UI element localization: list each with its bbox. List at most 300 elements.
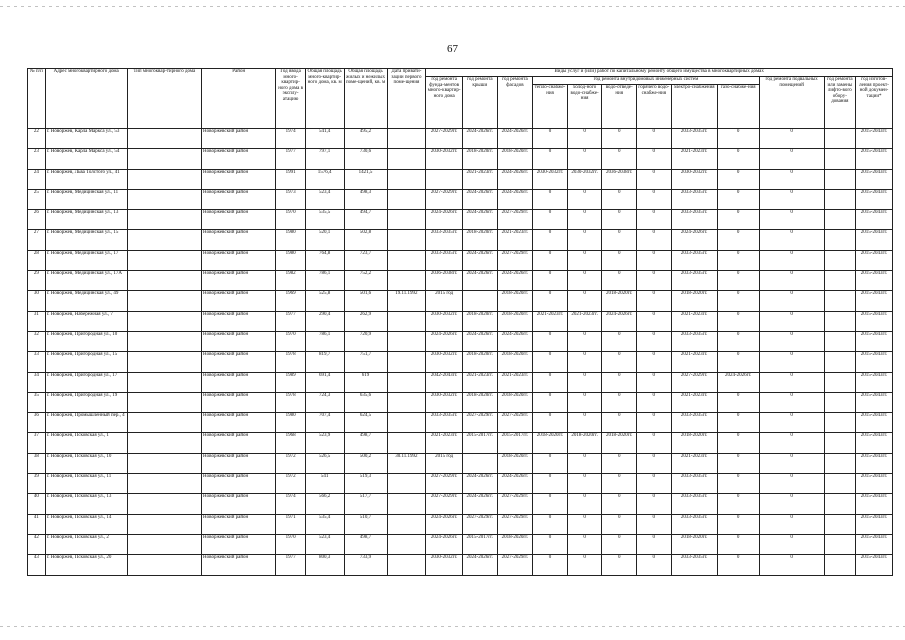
row-num: 33 — [28, 352, 46, 372]
row-type — [127, 555, 201, 575]
row-gas: 0 — [717, 352, 759, 372]
row-hot-water: 0 — [637, 433, 672, 453]
row-foundation: 2033-2035гг. — [426, 230, 463, 250]
row-total-area: 707,4 — [305, 413, 344, 433]
row-priv-date: 30.11.1992 — [387, 453, 426, 473]
row-facade: 2015-2017гг. — [497, 433, 533, 453]
row-elevator — [824, 555, 855, 575]
row-electric: 2033-2035гг. — [671, 494, 717, 514]
row-facade: 2018-2020гг. — [497, 291, 533, 311]
row-heat: 0 — [533, 352, 568, 372]
row-total-area: 764,8 — [305, 250, 344, 270]
row-total-area: 800,3 — [305, 555, 344, 575]
row-drainage: 0 — [602, 149, 637, 169]
row-address: г. Новоржев, Пригородная ул., 10 — [45, 331, 127, 351]
row-total-area: 1576,4 — [305, 169, 344, 189]
row-heat: 2021-2023гг. — [533, 311, 568, 331]
row-district: Новоржевский район — [202, 271, 276, 291]
row-drainage: 0 — [602, 250, 637, 270]
row-priv-date — [387, 534, 426, 554]
row-total-area: 786,1 — [305, 331, 344, 351]
table-body — [28, 129, 893, 576]
header-gas: газо-снабже-ния — [717, 85, 759, 129]
row-address: г. Новоржев, Медицинская ул., 49 — [45, 291, 127, 311]
table-row — [28, 392, 893, 412]
row-gas: 0 — [717, 250, 759, 270]
row-district: Новоржевский район — [202, 169, 276, 189]
header-electric: электро-снабжения — [671, 85, 717, 129]
row-foundation: 2027-2029гг. — [426, 129, 463, 149]
row-hot-water: 0 — [637, 230, 672, 250]
row-district: Новоржевский район — [202, 149, 276, 169]
row-priv-date — [387, 555, 426, 575]
row-basement: 0 — [759, 210, 824, 230]
row-address: г. Новоржев, Медицинская ул., 11 — [45, 189, 127, 209]
row-electric: 2033-2035гг. — [671, 271, 717, 291]
row-hot-water: 0 — [637, 291, 672, 311]
row-drainage: 0 — [602, 555, 637, 575]
row-living-area: 723,7 — [344, 250, 387, 270]
row-total-area: 525,8 — [305, 291, 344, 311]
row-basement: 0 — [759, 453, 824, 473]
row-gas: 0 — [717, 494, 759, 514]
row-type — [127, 453, 201, 473]
row-heat: 0 — [533, 474, 568, 494]
row-roof: 2021-2023гг. — [462, 169, 497, 189]
row-cold-water: 0 — [567, 291, 602, 311]
row-cold-water: 0 — [567, 189, 602, 209]
row-elevator — [824, 291, 855, 311]
row-priv-date — [387, 271, 426, 291]
row-roof: 2015-2017гг. — [462, 433, 497, 453]
row-drainage: 0 — [602, 189, 637, 209]
row-total-area: 541,4 — [305, 129, 344, 149]
row-priv-date — [387, 169, 426, 189]
row-roof — [462, 453, 497, 473]
row-elevator — [824, 311, 855, 331]
row-cold-water: 2018-2020гг. — [567, 433, 602, 453]
row-electric: 2021-2023гг. — [671, 352, 717, 372]
table-row — [28, 453, 893, 473]
row-gas: 0 — [717, 514, 759, 534]
row-type — [127, 210, 201, 230]
row-num: 39 — [28, 474, 46, 494]
row-living-area: 502,8 — [344, 230, 387, 250]
row-facade: 2027-2029гг. — [497, 514, 533, 534]
row-electric: 2033-2035гг. — [671, 129, 717, 149]
table-row — [28, 331, 893, 351]
row-heat: 0 — [533, 413, 568, 433]
row-roof: 2018-2020гг. — [462, 149, 497, 169]
row-cold-water: 0 — [567, 392, 602, 412]
row-electric: 2018-2020гг. — [671, 534, 717, 554]
row-facade: 2027-2029гг. — [497, 494, 533, 514]
row-type — [127, 250, 201, 270]
row-num: 25 — [28, 189, 46, 209]
row-heat: 0 — [533, 372, 568, 392]
row-drainage: 0 — [602, 352, 637, 372]
row-num: 43 — [28, 555, 46, 575]
row-district: Новоржевский район — [202, 250, 276, 270]
row-living-area: 751,7 — [344, 352, 387, 372]
row-type — [127, 372, 201, 392]
row-living-area: 494,7 — [344, 210, 387, 230]
row-roof: 2024-2026гг. — [462, 250, 497, 270]
table-row — [28, 169, 893, 189]
row-living-area: 498,3 — [344, 189, 387, 209]
row-priv-date — [387, 392, 426, 412]
row-hot-water: 0 — [637, 474, 672, 494]
row-num: 23 — [28, 149, 46, 169]
row-year: 1972 — [276, 474, 305, 494]
row-roof: 2024-2026гг. — [462, 129, 497, 149]
table-row — [28, 555, 893, 575]
row-district: Новоржевский район — [202, 331, 276, 351]
row-hot-water: 0 — [637, 372, 672, 392]
header-drainage: водо-отведе-ния — [602, 85, 637, 129]
row-num: 29 — [28, 271, 46, 291]
row-drainage: 0 — [602, 210, 637, 230]
row-elevator — [824, 129, 855, 149]
capital-repair-table — [27, 68, 893, 576]
row-roof — [462, 291, 497, 311]
row-foundation: 2042-2043гг. — [426, 372, 463, 392]
row-total-area: 523,4 — [305, 534, 344, 554]
row-type — [127, 189, 201, 209]
row-address: г. Новоржев, Медицинская ул., 15 — [45, 230, 127, 250]
table-row — [28, 230, 893, 250]
row-hot-water: 0 — [637, 555, 672, 575]
row-drainage: 0 — [602, 271, 637, 291]
row-type — [127, 352, 201, 372]
row-basement: 0 — [759, 230, 824, 250]
row-num: 35 — [28, 392, 46, 412]
row-cold-water: 0 — [567, 230, 602, 250]
row-num: 42 — [28, 534, 46, 554]
row-cold-water: 0 — [567, 210, 602, 230]
row-drainage: 0 — [602, 129, 637, 149]
header-living-area: Общая площадь жилых и нежилых поме-щений, кв. м — [344, 69, 387, 129]
row-electric: 2033-2035гг. — [671, 210, 717, 230]
row-type — [127, 149, 201, 169]
row-priv-date — [387, 352, 426, 372]
row-foundation: 2024-2026гг. — [426, 514, 463, 534]
row-basement: 0 — [759, 129, 824, 149]
row-priv-date — [387, 494, 426, 514]
row-electric: 2033-2035гг. — [671, 474, 717, 494]
row-cold-water: 0 — [567, 129, 602, 149]
row-num: 32 — [28, 331, 46, 351]
header-heat: тепло-снабже-ния — [533, 85, 568, 129]
row-foundation: 2030-2032гг. — [426, 555, 463, 575]
row-drainage: 0 — [602, 514, 637, 534]
row-address: г. Новоржев, Набережная ул., 7 — [45, 311, 127, 331]
row-gas: 0 — [717, 149, 759, 169]
row-heat: 0 — [533, 271, 568, 291]
header-engineering-group: год ремонта внутридомовых инженерных систем — [533, 77, 759, 85]
row-heat: 0 — [533, 210, 568, 230]
row-cold-water: 0 — [567, 555, 602, 575]
row-elevator — [824, 474, 855, 494]
row-design-docs: 2015-2043гг. — [856, 372, 893, 392]
row-cold-water: 0 — [567, 534, 602, 554]
row-hot-water: 0 — [637, 129, 672, 149]
row-year: 1989 — [276, 372, 305, 392]
row-type — [127, 392, 201, 412]
row-design-docs: 2015-2043гг. — [856, 189, 893, 209]
row-design-docs: 2015-2043гг. — [856, 331, 893, 351]
table-row — [28, 129, 893, 149]
row-num: 36 — [28, 413, 46, 433]
row-foundation: 2024-2026гг. — [426, 210, 463, 230]
row-design-docs: 2015-2043гг. — [856, 453, 893, 473]
row-address: г. Новоржев, Псковская ул., 11 — [45, 474, 127, 494]
row-hot-water: 0 — [637, 453, 672, 473]
row-total-area: 290,4 — [305, 311, 344, 331]
row-district: Новоржевский район — [202, 514, 276, 534]
row-hot-water: 0 — [637, 149, 672, 169]
row-design-docs: 2015-2043гг. — [856, 555, 893, 575]
row-year: 1991 — [276, 169, 305, 189]
header-basement: год ремонта подвальных помещений — [759, 77, 824, 129]
row-living-area: 501,6 — [344, 291, 387, 311]
row-year: 1978 — [276, 352, 305, 372]
table-row — [28, 413, 893, 433]
row-num: 27 — [28, 230, 46, 250]
header-facade: год ремонта фасадов — [497, 77, 533, 129]
row-facade: 2018-2020гг. — [497, 149, 533, 169]
row-design-docs: 2015-2043гг. — [856, 311, 893, 331]
row-hot-water: 0 — [637, 169, 672, 189]
row-cold-water: 2021-2023гг. — [567, 311, 602, 331]
row-gas: 0 — [717, 413, 759, 433]
row-electric: 2018-2020гг. — [671, 433, 717, 453]
row-year: 1974 — [276, 129, 305, 149]
row-priv-date — [387, 514, 426, 534]
row-roof: 2018-2020гг. — [462, 392, 497, 412]
row-district: Новоржевский район — [202, 210, 276, 230]
row-type — [127, 271, 201, 291]
header-design-docs: год изготов-ления проект-ной докумен-тации* — [856, 77, 893, 129]
row-elevator — [824, 271, 855, 291]
row-heat: 0 — [533, 250, 568, 270]
row-heat: 2018-2020гг. — [533, 433, 568, 453]
row-cold-water: 0 — [567, 331, 602, 351]
row-heat: 0 — [533, 189, 568, 209]
row-cold-water: 0 — [567, 352, 602, 372]
row-address: г. Новоржев, Псковская ул., 1 — [45, 433, 127, 453]
row-address: г. Новоржев, Псковская ул., 14 — [45, 514, 127, 534]
row-priv-date — [387, 250, 426, 270]
row-facade: 2018-2020гг. — [497, 392, 533, 412]
row-foundation: 2024-2026гг. — [426, 331, 463, 351]
row-elevator — [824, 230, 855, 250]
row-living-area: 495,2 — [344, 129, 387, 149]
row-basement: 0 — [759, 514, 824, 534]
row-type — [127, 494, 201, 514]
row-address: г. Новоржев, Льва Толстого ул., 41 — [45, 169, 127, 189]
row-facade: 2024-2026гг. — [497, 189, 533, 209]
row-facade: 2021-2023гг. — [497, 372, 533, 392]
table-row — [28, 189, 893, 209]
row-priv-date — [387, 372, 426, 392]
row-gas: 0 — [717, 474, 759, 494]
row-facade: 2024-2026гг. — [497, 129, 533, 149]
row-heat: 0 — [533, 453, 568, 473]
row-basement: 0 — [759, 311, 824, 331]
row-priv-date — [387, 331, 426, 351]
row-basement: 0 — [759, 392, 824, 412]
row-num: 38 — [28, 453, 46, 473]
row-foundation: 2015 год — [426, 291, 463, 311]
row-year: 1971 — [276, 514, 305, 534]
row-roof: 2024-2026гг. — [462, 189, 497, 209]
row-heat: 2030-2032гг. — [533, 169, 568, 189]
row-gas: 0 — [717, 453, 759, 473]
row-year: 1977 — [276, 555, 305, 575]
row-total-area: 535,4 — [305, 514, 344, 534]
table-row — [28, 494, 893, 514]
row-living-area: 733,9 — [344, 555, 387, 575]
table-row — [28, 433, 893, 453]
row-cold-water: 0 — [567, 372, 602, 392]
row-address: г. Новоржев, Карла Маркса ул., 54 — [45, 149, 127, 169]
row-drainage: 0 — [602, 413, 637, 433]
row-drainage: 0 — [602, 474, 637, 494]
row-drainage: 0 — [602, 494, 637, 514]
row-basement: 0 — [759, 555, 824, 575]
row-gas: 0 — [717, 210, 759, 230]
row-basement: 0 — [759, 352, 824, 372]
row-basement: 0 — [759, 189, 824, 209]
row-design-docs: 2015-2043гг. — [856, 494, 893, 514]
row-year: 1973 — [276, 189, 305, 209]
row-electric: 2033-2035гг. — [671, 250, 717, 270]
table-row — [28, 291, 893, 311]
scan-border-bottom — [0, 626, 905, 627]
row-priv-date — [387, 433, 426, 453]
row-elevator — [824, 392, 855, 412]
row-gas: 0 — [717, 311, 759, 331]
row-roof: 2027-2029гг. — [462, 413, 497, 433]
row-facade: 2021-2023гг. — [497, 230, 533, 250]
row-year: 1978 — [276, 392, 305, 412]
row-total-area: 786,1 — [305, 271, 344, 291]
header-num: № п/п — [28, 69, 46, 129]
row-num: 30 — [28, 291, 46, 311]
row-elevator — [824, 331, 855, 351]
row-address: г. Новоржев, Псковская ул., 10 — [45, 453, 127, 473]
row-elevator — [824, 352, 855, 372]
row-facade: 2018-2020гг. — [497, 311, 533, 331]
row-drainage: 2036-2038гг. — [602, 169, 637, 189]
row-district: Новоржевский район — [202, 291, 276, 311]
row-electric: 2033-2035гг. — [671, 189, 717, 209]
header-elevator: год ремонта или замены лифто-вого обору-дования — [824, 77, 855, 129]
row-heat: 0 — [533, 534, 568, 554]
row-priv-date — [387, 129, 426, 149]
row-type — [127, 433, 201, 453]
row-drainage: 0 — [602, 392, 637, 412]
row-district: Новоржевский район — [202, 230, 276, 250]
row-heat: 0 — [533, 392, 568, 412]
row-cold-water: 2030-2032гг. — [567, 169, 602, 189]
row-foundation: 2015 год — [426, 453, 463, 473]
row-foundation: 2030-2032гг. — [426, 149, 463, 169]
row-year: 1970 — [276, 210, 305, 230]
row-priv-date — [387, 474, 426, 494]
row-type — [127, 413, 201, 433]
row-hot-water: 0 — [637, 413, 672, 433]
row-year: 1982 — [276, 271, 305, 291]
row-type — [127, 169, 201, 189]
row-basement: 0 — [759, 474, 824, 494]
row-foundation: 2030-2032гг. — [426, 352, 463, 372]
row-design-docs: 2015-2043гг. — [856, 210, 893, 230]
row-elevator — [824, 169, 855, 189]
row-address: г. Новоржев, Пригородная ул., 19 — [45, 392, 127, 412]
row-gas: 0 — [717, 534, 759, 554]
row-basement: 0 — [759, 250, 824, 270]
row-elevator — [824, 372, 855, 392]
row-drainage: 0 — [602, 534, 637, 554]
row-type — [127, 514, 201, 534]
row-cold-water: 0 — [567, 413, 602, 433]
row-num: 34 — [28, 372, 46, 392]
row-electric: 2033-2035гг. — [671, 413, 717, 433]
row-district: Новоржевский район — [202, 453, 276, 473]
row-facade: 2018-2020гг. — [497, 453, 533, 473]
row-basement: 0 — [759, 433, 824, 453]
header-services-group: Виды услуг и (или) работ по капитальному ремонту общего имущества в многоквартирных домах — [426, 69, 893, 77]
row-heat: 0 — [533, 331, 568, 351]
row-num: 26 — [28, 210, 46, 230]
row-district: Новоржевский район — [202, 129, 276, 149]
row-design-docs: 2015-2043гг. — [856, 250, 893, 270]
row-address: г. Новоржев, Промышленный пер., 4 — [45, 413, 127, 433]
header-year-built: Год ввода много-квартир-ного дома в эксплу-атацию — [276, 69, 305, 129]
row-district: Новоржевский район — [202, 433, 276, 453]
row-facade: 2024-2026гг. — [497, 474, 533, 494]
page-number: 67 — [447, 43, 458, 55]
row-elevator — [824, 514, 855, 534]
row-hot-water: 0 — [637, 250, 672, 270]
row-year: 1980 — [276, 230, 305, 250]
row-design-docs: 2015-2043гг. — [856, 392, 893, 412]
row-design-docs: 2015-2043гг. — [856, 474, 893, 494]
row-gas: 0 — [717, 169, 759, 189]
row-heat: 0 — [533, 494, 568, 514]
row-priv-date — [387, 230, 426, 250]
row-roof: 2027-2029гг. — [462, 514, 497, 534]
row-basement: 0 — [759, 534, 824, 554]
row-total-area: 526,5 — [305, 453, 344, 473]
row-roof: 2024-2026гг. — [462, 210, 497, 230]
row-design-docs: 2015-2043гг. — [856, 514, 893, 534]
header-district: Район — [202, 69, 276, 129]
row-cold-water: 0 — [567, 149, 602, 169]
row-gas: 0 — [717, 129, 759, 149]
header-foundation: год ремонта фунда-ментов много-квартир-ного дома — [426, 77, 463, 129]
row-year: 1980 — [276, 250, 305, 270]
row-gas: 0 — [717, 392, 759, 412]
row-drainage: 0 — [602, 331, 637, 351]
row-elevator — [824, 189, 855, 209]
row-year: 1977 — [276, 311, 305, 331]
row-cold-water: 0 — [567, 271, 602, 291]
row-district: Новоржевский район — [202, 352, 276, 372]
row-living-area: 1421,5 — [344, 169, 387, 189]
